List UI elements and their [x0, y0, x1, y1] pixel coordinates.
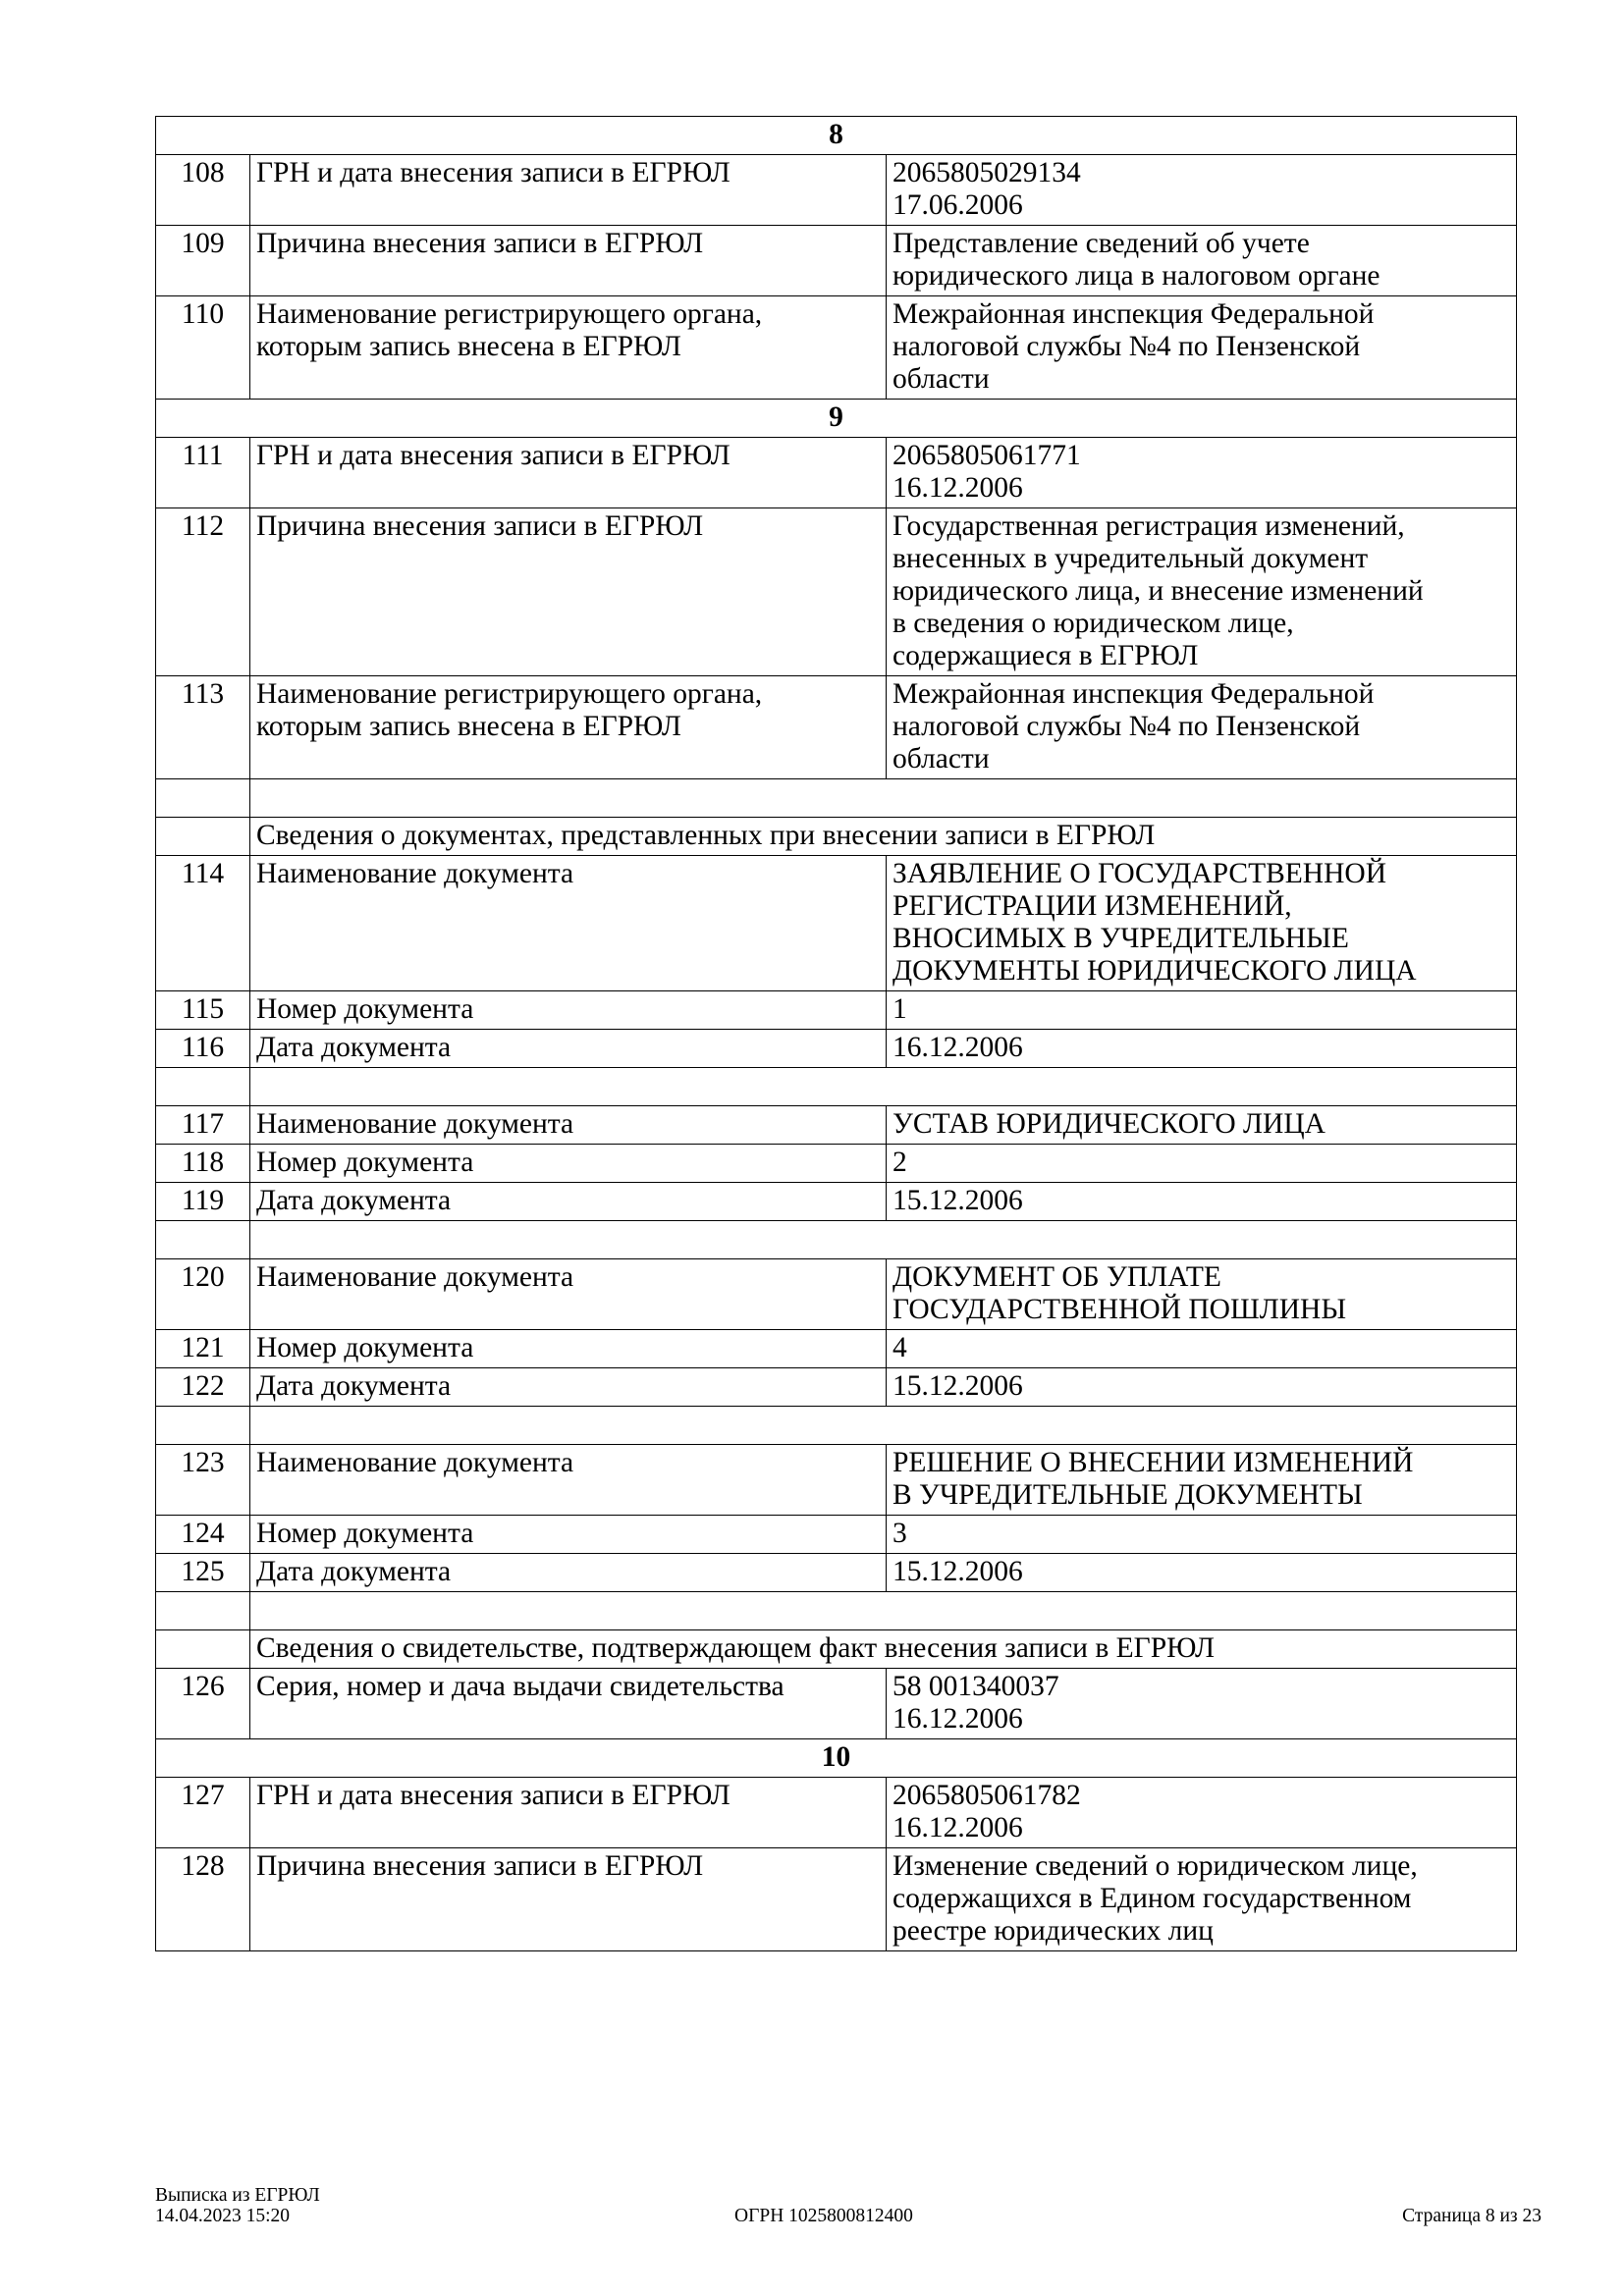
row-number: 114: [156, 856, 250, 991]
row-label: Дата документа: [250, 1554, 887, 1592]
section-number: 8: [156, 117, 1517, 155]
egrul-table-body: [156, 117, 1517, 1951]
footer-ogrn: ОГРН 1025800812400: [734, 2206, 913, 2226]
spacer-row: [156, 1221, 1517, 1259]
row-number: 112: [156, 508, 250, 676]
row-label: Наименование регистрирующего органа, которым запись внесена в ЕГРЮЛ: [250, 676, 887, 779]
spacer-row: [156, 1592, 1517, 1630]
row-value: 2: [887, 1145, 1517, 1183]
row-value: 2065805061782 16.12.2006: [887, 1778, 1517, 1848]
row-value: 3: [887, 1516, 1517, 1554]
spacer-row: [156, 1407, 1517, 1445]
row-label: ГРН и дата внесения записи в ЕГРЮЛ: [250, 155, 887, 226]
row-number: 127: [156, 1778, 250, 1848]
spacer-cell-num: [156, 1592, 250, 1630]
spacer-cell-content: [250, 1221, 1517, 1259]
row-value: Государственная регистрация изменений, внесенных в учредительный документ юридического лица, и внесение изменений в сведения о юридическом лице, содержащиеся в ЕГРЮЛ: [887, 508, 1517, 676]
spacer-cell-num: [156, 1221, 250, 1259]
table-row: [156, 508, 1517, 676]
row-number: 119: [156, 1183, 250, 1221]
section-header-row: [156, 400, 1517, 438]
row-value: Представление сведений об учете юридического лица в налоговом органе: [887, 226, 1517, 296]
row-label: Номер документа: [250, 1516, 887, 1554]
subheader-label: Сведения о свидетельстве, подтверждающем факт внесения записи в ЕГРЮЛ: [250, 1630, 1517, 1669]
row-number: 110: [156, 296, 250, 400]
table-row: [156, 1368, 1517, 1407]
footer-datetime: 14.04.2023 15:20: [155, 2206, 291, 2226]
spacer-cell-content: [250, 1592, 1517, 1630]
row-number: 113: [156, 676, 250, 779]
spacer-cell-content: [250, 1407, 1517, 1445]
row-number: 117: [156, 1106, 250, 1145]
table-row: [156, 1778, 1517, 1848]
row-label: Дата документа: [250, 1183, 887, 1221]
spacer-cell-content: [250, 779, 1517, 818]
row-number: 125: [156, 1554, 250, 1592]
table-row: [156, 296, 1517, 400]
section-number: 9: [156, 400, 1517, 438]
table-row: [156, 1848, 1517, 1951]
row-label: Наименование документа: [250, 1106, 887, 1145]
row-label: Причина внесения записи в ЕГРЮЛ: [250, 508, 887, 676]
row-number: 118: [156, 1145, 250, 1183]
table-row: [156, 856, 1517, 991]
row-value: Межрайонная инспекция Федеральной налоговой службы №4 по Пензенской области: [887, 676, 1517, 779]
row-label: Наименование документа: [250, 856, 887, 991]
section-number: 10: [156, 1739, 1517, 1778]
row-number: 124: [156, 1516, 250, 1554]
section-header-row: [156, 117, 1517, 155]
table-row: [156, 1183, 1517, 1221]
row-label: Номер документа: [250, 991, 887, 1030]
footer-left: [155, 2185, 320, 2226]
subheader-num-cell: [156, 818, 250, 856]
row-value: 15.12.2006: [887, 1554, 1517, 1592]
row-value: 2065805029134 17.06.2006: [887, 155, 1517, 226]
row-value: 1: [887, 991, 1517, 1030]
row-label: Серия, номер и дача выдачи свидетельства: [250, 1669, 887, 1739]
table-row: [156, 1330, 1517, 1368]
table-row: [156, 1554, 1517, 1592]
row-number: 111: [156, 438, 250, 508]
row-label: ГРН и дата внесения записи в ЕГРЮЛ: [250, 1778, 887, 1848]
row-number: 115: [156, 991, 250, 1030]
row-label: Номер документа: [250, 1330, 887, 1368]
spacer-cell-num: [156, 779, 250, 818]
row-label: Наименование регистрирующего органа, которым запись внесена в ЕГРЮЛ: [250, 296, 887, 400]
spacer-cell-num: [156, 1407, 250, 1445]
row-value: 2065805061771 16.12.2006: [887, 438, 1517, 508]
extract-sheet: [155, 116, 1516, 1951]
page-footer: [155, 2185, 1542, 2234]
row-number: 120: [156, 1259, 250, 1330]
table-row: [156, 226, 1517, 296]
section-header-row: [156, 1739, 1517, 1778]
row-label: Дата документа: [250, 1030, 887, 1068]
table-row: [156, 1445, 1517, 1516]
row-number: 122: [156, 1368, 250, 1407]
row-number: 121: [156, 1330, 250, 1368]
row-value: ДОКУМЕНТ ОБ УПЛАТЕ ГОСУДАРСТВЕННОЙ ПОШЛИНЫ: [887, 1259, 1517, 1330]
row-number: 108: [156, 155, 250, 226]
row-number: 126: [156, 1669, 250, 1739]
subheader-row: [156, 1630, 1517, 1669]
subheader-label: Сведения о документах, представленных при внесении записи в ЕГРЮЛ: [250, 818, 1517, 856]
row-value: Изменение сведений о юридическом лице, содержащихся в Едином государственном реестре юридических лиц: [887, 1848, 1517, 1951]
row-label: ГРН и дата внесения записи в ЕГРЮЛ: [250, 438, 887, 508]
row-value: РЕШЕНИЕ О ВНЕСЕНИИ ИЗМЕНЕНИЙ В УЧРЕДИТЕЛЬНЫЕ ДОКУМЕНТЫ: [887, 1445, 1517, 1516]
table-row: [156, 155, 1517, 226]
row-value: 15.12.2006: [887, 1183, 1517, 1221]
egrul-table: [155, 116, 1517, 1951]
subheader-num-cell: [156, 1630, 250, 1669]
row-number: 116: [156, 1030, 250, 1068]
row-number: 109: [156, 226, 250, 296]
row-value: ЗАЯВЛЕНИЕ О ГОСУДАРСТВЕННОЙ РЕГИСТРАЦИИ ИЗМЕНЕНИЙ, ВНОСИМЫХ В УЧРЕДИТЕЛЬНЫЕ ДОКУМЕНТЫ ЮРИДИЧЕСКОГО ЛИЦА: [887, 856, 1517, 991]
table-row: [156, 1669, 1517, 1739]
table-row: [156, 1516, 1517, 1554]
spacer-row: [156, 1068, 1517, 1106]
spacer-cell-content: [250, 1068, 1517, 1106]
row-value: УСТАВ ЮРИДИЧЕСКОГО ЛИЦА: [887, 1106, 1517, 1145]
row-label: Наименование документа: [250, 1445, 887, 1516]
row-value: 58 001340037 16.12.2006: [887, 1669, 1517, 1739]
row-label: Наименование документа: [250, 1259, 887, 1330]
row-label: Причина внесения записи в ЕГРЮЛ: [250, 1848, 887, 1951]
row-label: Номер документа: [250, 1145, 887, 1183]
row-number: 128: [156, 1848, 250, 1951]
table-row: [156, 1145, 1517, 1183]
row-label: Дата документа: [250, 1368, 887, 1407]
table-row: [156, 991, 1517, 1030]
subheader-row: [156, 818, 1517, 856]
row-value: 16.12.2006: [887, 1030, 1517, 1068]
table-row: [156, 1259, 1517, 1330]
row-number: 123: [156, 1445, 250, 1516]
spacer-row: [156, 779, 1517, 818]
table-row: [156, 1030, 1517, 1068]
row-value: 4: [887, 1330, 1517, 1368]
table-row: [156, 438, 1517, 508]
row-value: Межрайонная инспекция Федеральной налоговой службы №4 по Пензенской области: [887, 296, 1517, 400]
table-row: [156, 1106, 1517, 1145]
footer-doc-title: Выписка из ЕГРЮЛ: [155, 2185, 320, 2206]
table-row: [156, 676, 1517, 779]
row-value: 15.12.2006: [887, 1368, 1517, 1407]
row-label: Причина внесения записи в ЕГРЮЛ: [250, 226, 887, 296]
spacer-cell-num: [156, 1068, 250, 1106]
footer-page-number: Страница 8 из 23: [1402, 2206, 1542, 2226]
